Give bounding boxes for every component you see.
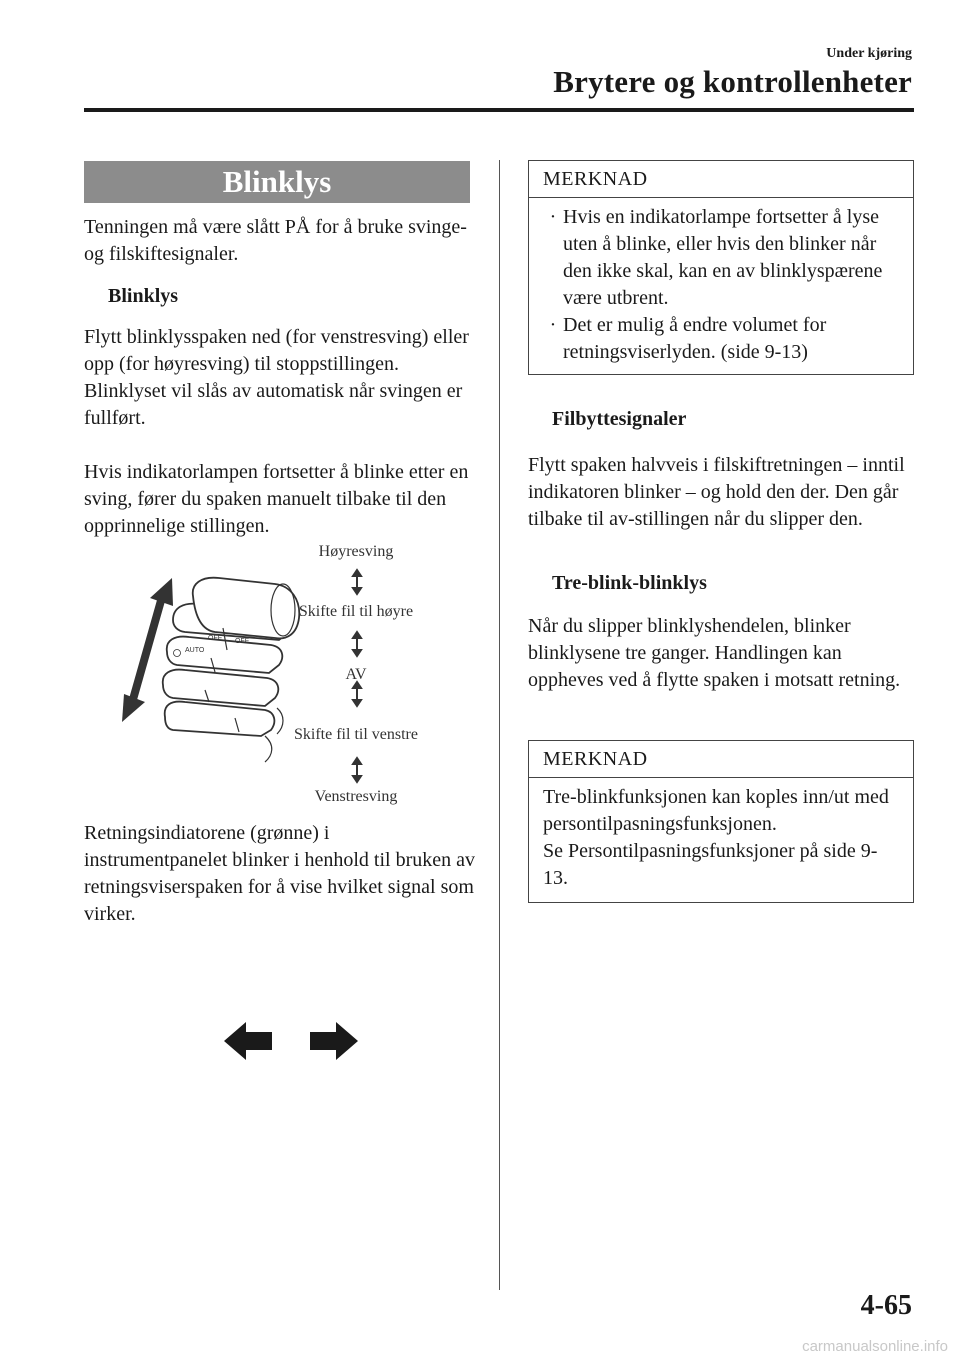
note-text: Tre-blinkfunksjonen kan koples inn/ut med persontilpasningsfunksjonen. [543,786,889,835]
note-bullet-item [543,204,899,312]
paragraph-return-lever: Hvis indikatorlampen fortsetter å blinke etter en sving, fører du spaken manuelt tilbake til den opprinnelige stillingen. [84,461,469,537]
bullet-dot-icon: · [549,206,557,228]
intro-paragraph: Tenningen må være slått PÅ for å bruke svinge- og filskiftesignaler. [84,216,467,265]
subheading-triple-blink: Tre-blink-blinklys [552,572,707,594]
running-header-section: Under kjøring [826,46,912,61]
turn-lever-illustration [115,540,445,810]
figure-label-lane-change-right: Skifte fil til høyre [298,603,414,620]
paragraph-turn-operation: Flytt blinklysspaken ned (for venstresving) eller opp (for høyresving) til stoppstillingen. Blinklyset vil slås av automatisk når svingen er fullført. [84,326,469,429]
figure-label-off: AV [345,666,367,683]
figure-label-right-turn: Høyresving [318,543,394,560]
note-bullet-item [543,312,899,366]
lever-marking-auto: AUTO [185,647,205,654]
note-bullet-text: Hvis en indikatorlampe fortsetter å lyse uten å blinke, eller hvis den blinker når den ikke skal, kan en av blinklyspærene være utbrent. [563,206,883,309]
section-title-banner: Blinklys [84,161,470,203]
turn-signal-indicator [222,1020,362,1062]
bullet-dot-icon: · [549,314,557,336]
watermark: carmanualsonline.info [802,1338,948,1355]
running-header-title: Brytere og kontrollenheter [553,64,912,99]
paragraph-triple-blink: Når du slipper blinklyshendelen, blinker blinklysene tre ganger. Handlingen kan oppheves ved å flytte spaken i motsatt retning. [528,615,901,691]
column-divider [499,160,500,1290]
subheading-lane-change: Filbyttesignaler [552,408,687,430]
note-title: MERKNAD [529,741,913,778]
note-box-triple-blink [528,740,914,903]
figure-label-lane-change-left: Skifte fil til venstre [294,726,418,743]
lever-figure [115,540,445,810]
note-title: MERKNAD [529,161,913,198]
lever-marking-off-1: OFF [208,635,222,642]
right-arrow-icon [310,1022,358,1060]
note-bullet-text: Det er mulig å endre volumet for retningsviserlyden. (side 9-13) [563,314,827,363]
header-rule [84,108,914,112]
paragraph-lane-change: Flytt spaken halvveis i filskiftretningen – inntil indikatoren blinker – og hold den der. Den går tilbake til av-stillingen når du slipper den. [528,454,905,530]
note-box-indicator [528,160,914,375]
note-text-reference: Se Persontilpasningsfunksjoner på side 9-13. [543,840,878,889]
page-number: 4-65 [860,1290,912,1321]
paragraph-indicator-lamps: Retningsindiatorene (grønne) i instrumentpanelet blinker i henhold til bruken av retningsviserspaken for å vise hvilket signal som virker. [84,822,476,925]
lever-marking-off-2: OFF [235,638,249,645]
left-arrow-icon [224,1022,272,1060]
subheading-turn-signals: Blinklys [108,285,179,307]
double-arrow-icon [122,578,173,722]
figure-label-left-turn: Venstresving [314,788,398,805]
